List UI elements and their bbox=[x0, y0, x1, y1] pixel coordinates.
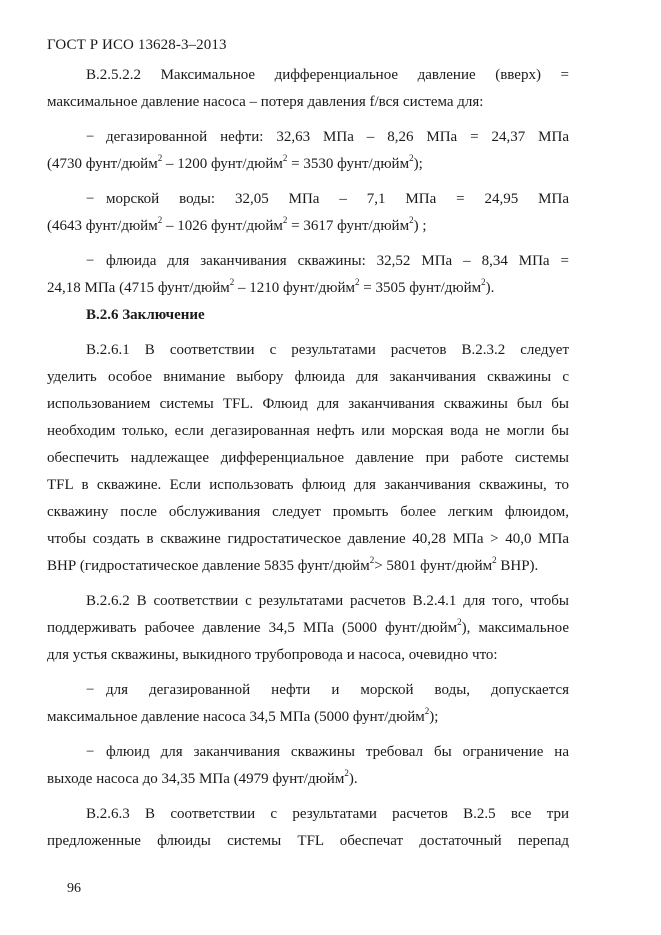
section-heading-b26: В.2.6 Заключение bbox=[86, 307, 205, 323]
paragraph-b262-line: В.2.6.2 В соответствии с результатами расчетов В.2.4.1 для того, чтобы bbox=[86, 593, 569, 609]
paragraph-b263-line: предложенные флюиды системы TFL обеспечат достаточный перепад bbox=[47, 833, 569, 849]
dash-marker: − bbox=[86, 129, 95, 145]
dash-marker: − bbox=[86, 744, 95, 760]
paragraph-b261-line: В.2.6.1 В соответствии с результатами расчетов В.2.3.2 следует bbox=[86, 342, 569, 358]
paragraph-b261-line: TFL в скважине. Если использовать флюид для заканчивания скважины, то bbox=[47, 477, 569, 493]
bullet-fluid-line2: 24,18 МПа (4715 фунт/дюйм$^2$ – 1210 фунт/дюйм$^2$ = 3505 фунт/дюйм$^2$). bbox=[47, 277, 495, 296]
bullet-allowed-line1: − для дегазированной нефти и морской воды, допускается bbox=[47, 677, 569, 704]
paragraph-b261-line: скважину после обслуживания следует промыть более легким флюидом, bbox=[47, 504, 569, 520]
bullet-limit-line2: выходе насоса до 34,35 МПа (4979 фунт/дюйм$^2$). bbox=[47, 768, 358, 787]
bullet-fluid-line1: − флюида для заканчивания скважины: 32,52 МПа – 8,34 МПа = bbox=[47, 248, 569, 275]
dash-marker: − bbox=[86, 191, 95, 207]
paragraph-b261-line: чтобы создать в скважине гидростатическое давление 40,28 МПа > 40,0 МПа bbox=[47, 531, 569, 547]
bullet-oil-line1: − дегазированной нефти: 32,63 МПа – 8,26 МПа = 24,37 МПа bbox=[47, 124, 569, 151]
paragraph-b2522-line2: максимальное давление насоса – потеря давления f/вся система для: bbox=[47, 94, 484, 110]
bullet-oil-line2: (4730 фунт/дюйм$^2$ – 1200 фунт/дюйм$^2$ = 3530 фунт/дюйм$^2$); bbox=[47, 153, 423, 172]
paragraph-b262-line: поддерживать рабочее давление 34,5 МПа (5000 фунт/дюйм$^2$), максимальное bbox=[47, 617, 569, 636]
dash-marker: − bbox=[86, 253, 95, 269]
paragraph-b2522-line1: В.2.5.2.2 Максимальное дифференциальное давление (вверх) = bbox=[86, 67, 569, 83]
bullet-sea-line2: (4643 фунт/дюйм$^2$ – 1026 фунт/дюйм$^2$ = 3617 фунт/дюйм$^2$) ; bbox=[47, 215, 427, 234]
paragraph-b261-line: использованием системы TFL. Флюид для заканчивания скважины был бы bbox=[47, 396, 569, 412]
document-body bbox=[47, 62, 569, 855]
bullet-sea-line1: − морской воды: 32,05 МПа – 7,1 МПа = 24,95 МПа bbox=[47, 186, 569, 213]
paragraph-b262-line: для устья скважины, выкидного трубопровода и насоса, очевидно что: bbox=[47, 647, 498, 663]
paragraph-b261-line: ВНР (гидростатическое давление 5835 фунт/дюйм$^2$> 5801 фунт/дюйм$^2$ ВНР). bbox=[47, 555, 539, 574]
document-header: ГОСТ Р ИСО 13628-3–2013 bbox=[47, 37, 227, 53]
page-number: 96 bbox=[67, 881, 81, 896]
paragraph-b261-line: обеспечить надлежащее дифференциальное давление при работе системы bbox=[47, 450, 569, 466]
paragraph-b263-line: В.2.6.3 В соответствии с результатами расчетов В.2.5 все три bbox=[86, 806, 569, 822]
paragraph-b261-line: необходим только, если дегазированная нефть или морская вода не могли бы bbox=[47, 423, 569, 439]
bullet-allowed-line2: максимальное давление насоса 34,5 МПа (5000 фунт/дюйм$^2$); bbox=[47, 706, 439, 725]
bullet-limit-line1: − флюид для заканчивания скважины требовал бы ограничение на bbox=[47, 739, 569, 766]
dash-marker: − bbox=[86, 682, 95, 698]
paragraph-b261-line: уделить особое внимание выбору флюида для заканчивания скважины с bbox=[47, 369, 569, 385]
